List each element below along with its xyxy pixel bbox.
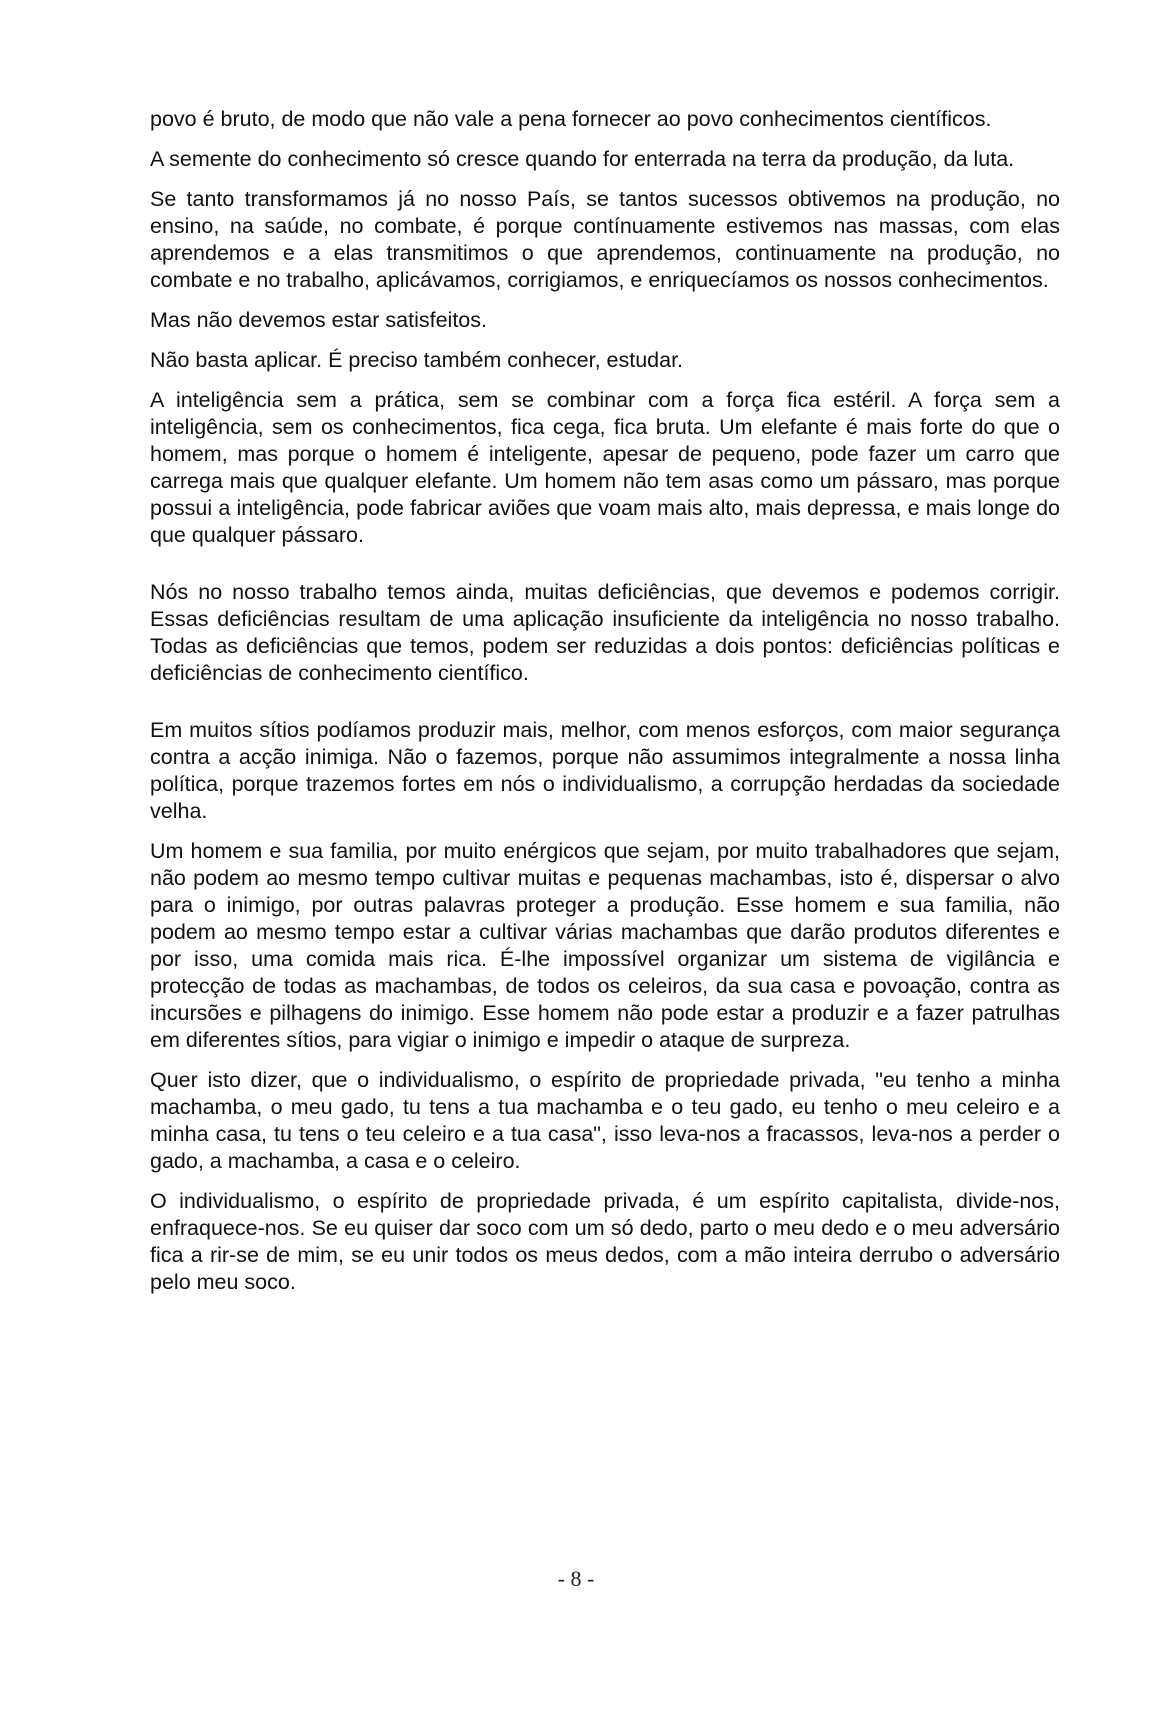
paragraph-11: O individualismo, o espírito de propriedade privada, é um espírito capitalista, divide-nos, enfraquece-nos. Se eu quiser dar soco com um só dedo, parto o meu dedo e o meu adversário fica a rir-se de mim, se eu unir todos os meus dedos, com a mão inteira derrubo o adversário pelo meu soco. — [150, 1189, 1060, 1294]
body-text — [150, 106, 1060, 1309]
paragraph-2: A semente do conhecimento só cresce quando for enterrada na terra da produção, da luta. — [150, 147, 1015, 171]
paragraph-7: Nós no nosso trabalho temos ainda, muitas deficiências, que devemos e podemos corrigir. Essas deficiências resultam de uma aplicação insuficiente da inteligência no nosso trabalho. Todas as deficiências que temos, podem ser reduzidas a dois pontos: deficiências políticas e deficiências de conhecimento científico. — [150, 580, 1060, 685]
paragraph-4: Mas não devemos estar satisfeitos. — [150, 308, 487, 332]
paragraph-1: povo é bruto, de modo que não vale a pena fornecer ao povo conhecimentos científicos. — [150, 107, 992, 131]
page-number: - 8 - — [557, 1566, 595, 1591]
paragraph-3: Se tanto transformamos já no nosso País, se tantos sucessos obtivemos na produção, no ensino, na saúde, no combate, é porque contínuamente estivemos nas massas, com elas aprendemos e a elas transmitimos o que aprendemos, continuamente na produção, no combate e no trabalho, aplicávamos, corrigiamos, e enriquecíamos os nossos conhecimentos. — [150, 187, 1060, 292]
paragraph-10: Quer isto dizer, que o individualismo, o espírito de propriedade privada, "eu tenho a minha machamba, o meu gado, tu tens a tua machamba e o teu gado, eu tenho o meu celeiro e a minha casa, tu tens o teu celeiro e a tua casa", isso leva-nos a fracassos, leva-nos a perder o gado, a machamba, a casa e o celeiro. — [150, 1068, 1060, 1173]
paragraph-5: Não basta aplicar. É preciso também conhecer, estudar. — [150, 348, 684, 372]
paragraph-6: A inteligência sem a prática, sem se combinar com a força fica estéril. A força sem a inteligência, sem os conhecimentos, fica cega, fica bruta. Um elefante é mais forte do que o homem, mas porque o homem é inteligente, apesar de pequeno, pode fazer um carro que carrega mais que qualquer elefante. Um homem não tem asas como um pássaro, mas porque possui a inteligência, pode fabricar aviões que voam mais alto, mais depressa, e mais longe do que qualquer pássaro. — [150, 388, 1060, 547]
paragraph-8: Em muitos sítios podíamos produzir mais, melhor, com menos esforços, com maior segurança contra a acção inimiga. Não o fazemos, porque não assumimos integralmente a nossa linha política, porque trazemos fortes em nós o individualismo, a corrupção herdadas da sociedade velha. — [150, 718, 1060, 823]
paragraph-9: Um homem e sua familia, por muito enérgicos que sejam, por muito trabalhadores que sejam, não podem ao mesmo tempo cultivar muitas e pequenas machambas, isto é, dispersar o alvo para o inimigo, por outras palavras proteger a produção. Esse homem e sua familia, não podem ao mesmo tempo estar a cultivar várias machambas que darão produtos diferentes e por isso, uma comida mais rica. É-lhe impossível organizar um sistema de vigilância e protecção de todas as machambas, de todos os celeiros, da sua casa e povoação, contra as incursões e pilhagens do inimigo. Esse homem não pode estar a produzir e a fazer patrulhas em diferentes sítios, para vigiar o inimigo e impedir o ataque de surpreza. — [150, 839, 1060, 1052]
